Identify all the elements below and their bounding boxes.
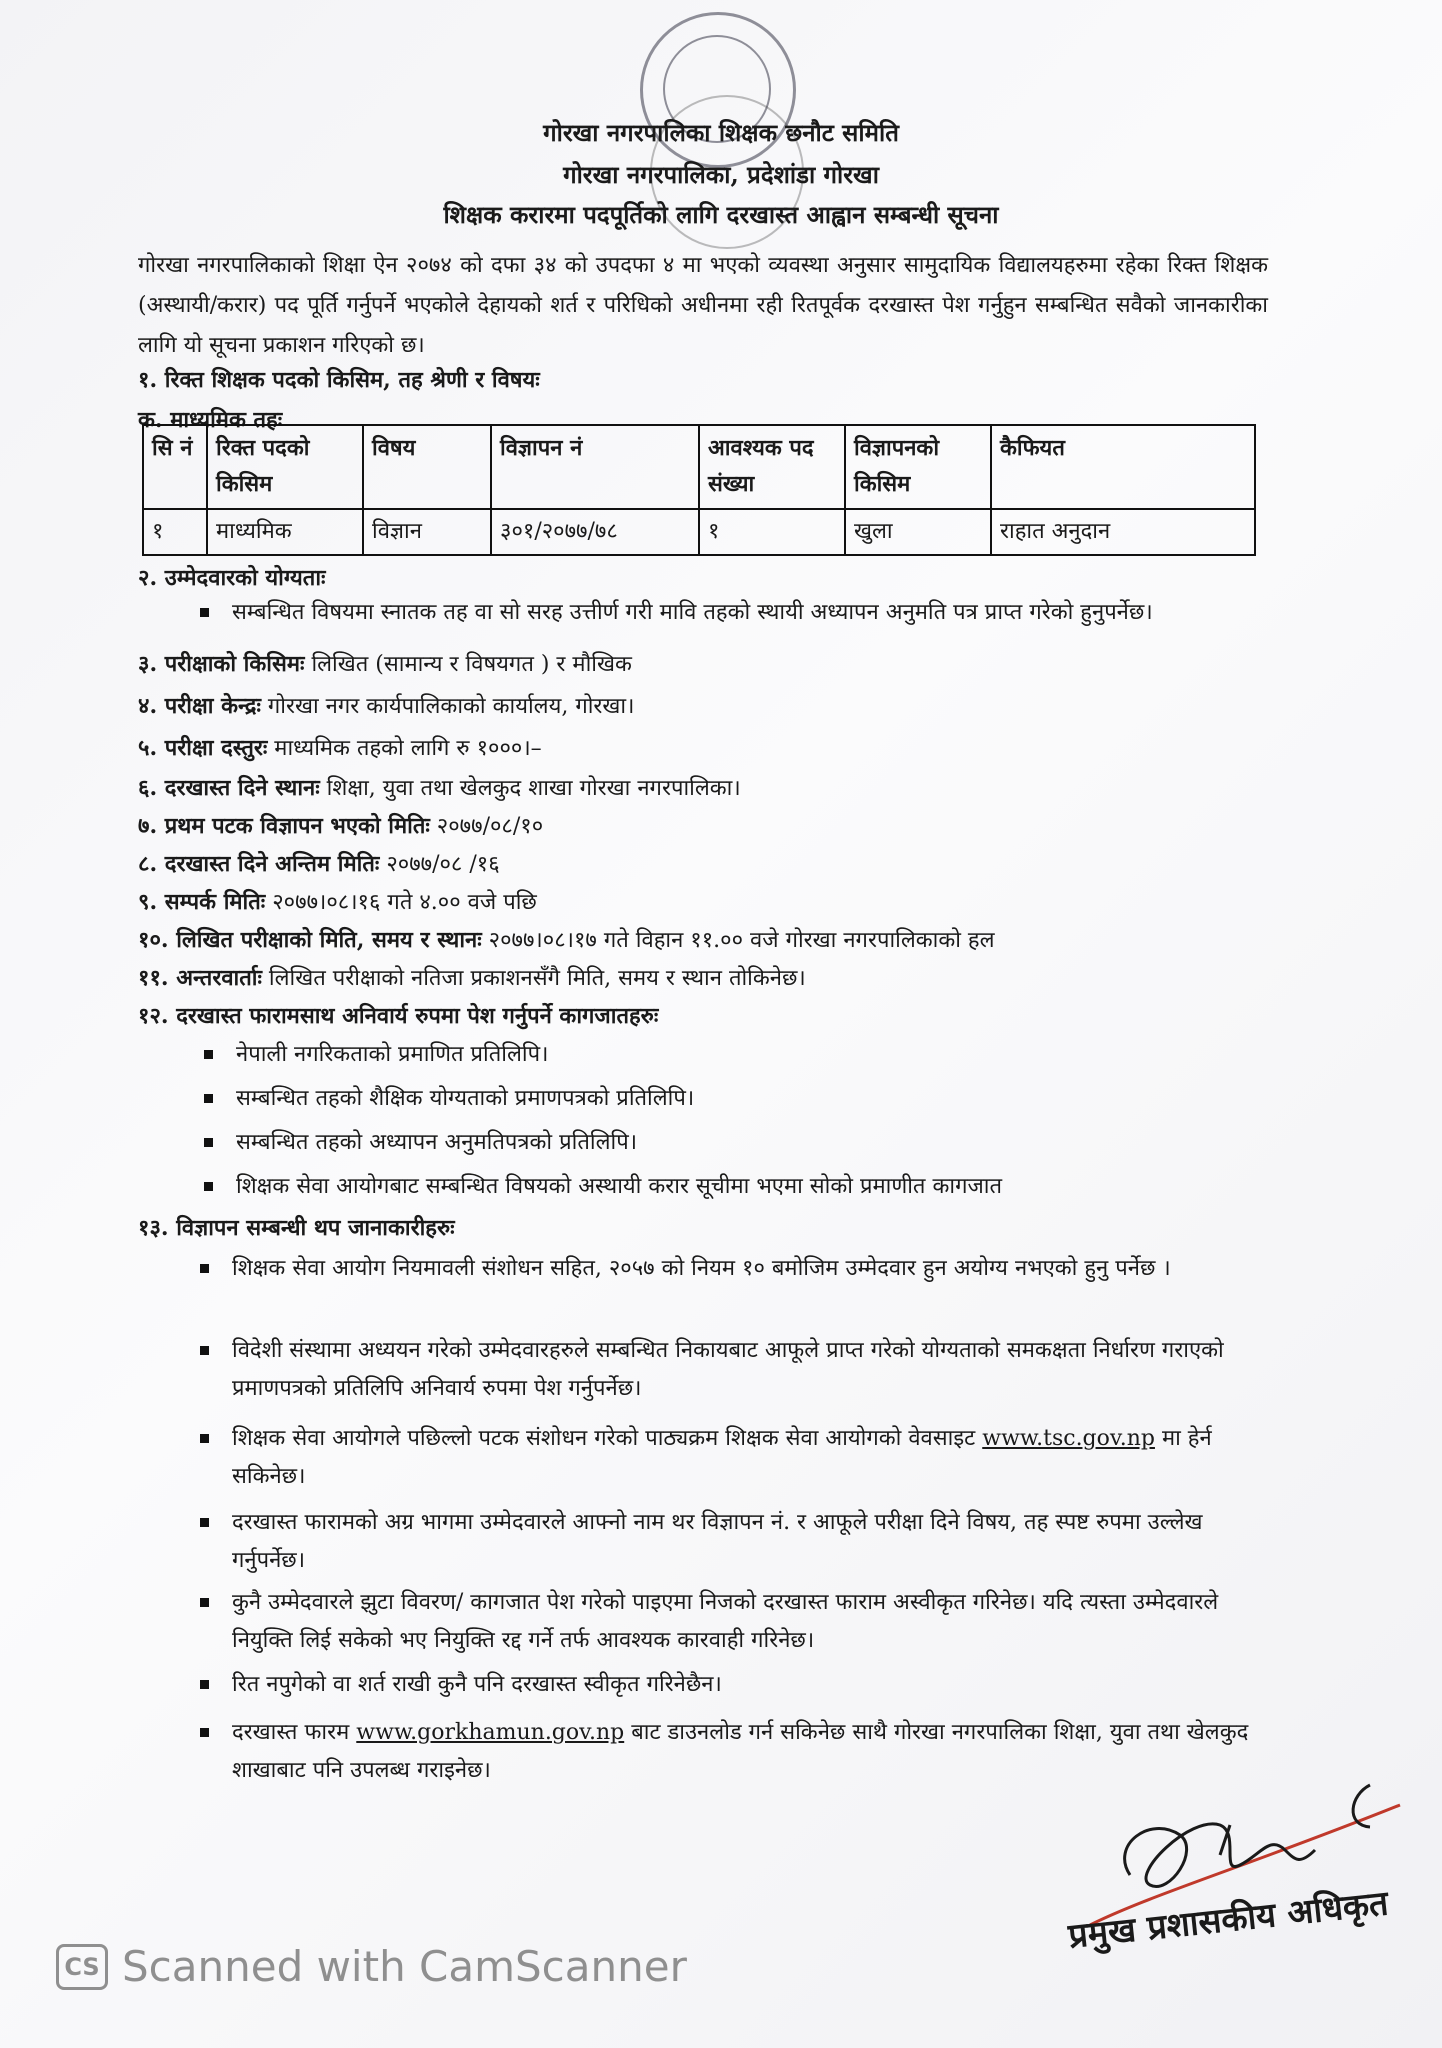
table-header-row [143,425,1255,509]
bullet-icon [200,1680,209,1689]
qualification-item: सम्बन्धित विषयमा स्नातक तह वा सो सरह उत्तीर्ण गरी मावि तहको स्थायी अध्यापन अनुमति पत्र प्राप्त गरेको हुनुपर्नेछ। [232,594,1272,632]
vacancy-table [142,424,1256,556]
col-sn: सि नं [143,425,207,509]
cell-ad-type: खुला [845,509,991,555]
col-ad-no: विज्ञापन नं [491,425,699,509]
cell-post-count: १ [699,509,845,555]
cell-ad-no: ३०१/२०७७/७८ [491,509,699,555]
list-item: कुनै उम्मेदवारले झुटा विवरण/ कागजात पेश गरेको पाइएमा निजको दरखास्त फाराम अस्वीकृत गरिनेछ। यदि त्यस्ता उम्मेदवारले नियुक्ति लिई सकेको भए नियुक्ति रद्द गर्ने तर्फ आवश्यक कारवाही गरिनेछ। [232,1584,1262,1660]
bullet-icon [200,1518,209,1527]
bullet-icon [204,1182,213,1191]
section-1-subtitle: क. माध्यमिक तहः [138,407,283,433]
list-item: दरखास्त फारम www.gorkhamun.gov.np बाट डाउनलोड गर्न सकिनेछ साथै गोरखा नगरपालिका शिक्षा, युवा तथा खेलकुद शाखाबाट पनि उपलब्ध गराइनेछ। [232,1714,1262,1790]
camscanner-logo-icon: CS [56,1944,108,1990]
header-committee: गोरखा नगरपालिका शिक्षक छनौट समिति [543,118,899,147]
table-row [143,509,1255,555]
col-post-type: रिक्त पदको किसिम [207,425,363,509]
exam-fee: ५. परीक्षा दस्तुरः माध्यमिक तहको लागि रु १०००।– [138,735,542,761]
bullet-icon [204,1050,213,1059]
list-item: सम्बन्धित तहको अध्यापन अनुमतिपत्रको प्रतिलिपि। [236,1124,1266,1162]
list-item: विदेशी संस्थामा अध्ययन गरेको उम्मेदवारहरुले सम्बन्धित निकायबाट आफूले प्राप्त गरेको योग्यताको समकक्षता निर्धारण गराएको प्रमाणपत्रको प्रतिलिपि अनिवार्य रुपमा पेश गर्नुपर्नेछ। [232,1332,1262,1408]
col-ad-type: विज्ञापनको किसिम [845,425,991,509]
contact-date: ९. सम्पर्क मितिः २०७७।०८।१६ गते ४.०० वजे पछि [138,889,537,915]
section-1-title: १. रिक्त शिक्षक पदको किसिम, तह श्रेणी र विषयः [138,367,540,393]
bullet-icon [200,1264,209,1273]
header-municipality: गोरखा नगरपालिका, प्रदेशांडा गोरखा [563,160,879,189]
signatory-title: प्रमुख प्रशासकीय अधिकृत [1066,1883,1391,1957]
municipality-website-link[interactable]: www.gorkhamun.gov.np [356,1720,625,1745]
first-ad-date: ७. प्रथम पटक विज्ञापन भएको मितिः २०७७/०८/१० [138,813,544,839]
bullet-icon [200,1434,209,1443]
interview-info: ११. अन्तरवार्ताः लिखित परीक्षाको नतिजा प्रकाशनसँगै मिति, समय र स्थान तोकिनेछ। [138,965,806,991]
list-item: रित नपुगेको वा शर्त राखी कुनै पनि दरखास्त स्वीकृत गरिनेछैन। [232,1666,1262,1704]
bullet-icon [200,1598,209,1607]
application-place: ६. दरखास्त दिने स्थानः शिक्षा, युवा तथा खेलकुद शाखा गोरखा नगरपालिका। [138,775,741,801]
bullet-icon [204,1094,213,1103]
exam-type: ३. परीक्षाको किसिमः लिखित (सामान्य र विषयगत ) र मौखिक [138,651,632,677]
col-remarks: कैफियत [991,425,1255,509]
col-post-count: आवश्यक पद संख्या [699,425,845,509]
list-item: शिक्षक सेवा आयोग नियमावली संशोधन सहित, २०५७ को नियम १० बमोजिम उम्मेदवार हुन अयोग्य नभएको हुनु पर्नेछ । [232,1250,1262,1288]
list-item: सम्बन्धित तहको शैक्षिक योग्यताको प्रमाणपत्रको प्रतिलिपि। [236,1080,1266,1118]
list-item: शिक्षक सेवा आयोगबाट सम्बन्धित विषयको अस्थायी करार सूचीमा भएमा सोको प्रमाणीत कागजात [236,1168,1266,1206]
section-2-title: २. उम्मेदवारको योग्यताः [138,565,326,591]
bullet-icon [204,1138,213,1147]
cell-subject: विज्ञान [363,509,491,555]
bullet-icon [200,1728,209,1737]
exam-center: ४. परीक्षा केन्द्रः गोरखा नगर कार्यपालिकाको कार्यालय, गोरखा। [138,693,635,719]
intro-paragraph: गोरखा नगरपालिकाको शिक्षा ऐन २०७४ को दफा ३४ को उपदफा ४ मा भएको व्यवस्था अनुसार सामुदायिक विद्यालयहरुमा रहेका रिक्त शिक्षक (अस्थायी/करार) पद पूर्ति गर्नुपर्ने भएकोले देहायको शर्त र परिधिको अधीनमा रही रितपूर्वक दरखास्त पेश गर्नुहुन सम्बन्धित सवैको जानकारीका लागि यो सूचना प्रकाशन गरिएको छ। [138,253,1268,358]
last-application-date: ८. दरखास्त दिने अन्तिम मितिः २०७७/०८ /१६ [138,851,500,877]
cell-post-type: माध्यमिक [207,509,363,555]
col-subject: विषय [363,425,491,509]
cell-remarks: राहात अनुदान [991,509,1255,555]
list-item: नेपाली नगरिकताको प्रमाणित प्रतिलिपि। [236,1036,1266,1074]
bullet-icon [200,608,209,617]
section-12-title: १२. दरखास्त फारामसाथ अनिवार्य रुपमा पेश गर्नुपर्ने कागजातहरुः [138,1003,659,1029]
list-item: दरखास्त फारामको अग्र भागमा उम्मेदवारले आफ्नो नाम थर विज्ञापन नं. र आफूले परीक्षा दिने विषय, तह स्पष्ट रुपमा उल्लेख गर्नुपर्नेछ। [232,1504,1262,1580]
section-13-title: १३. विज्ञापन सम्बन्धी थप जानाकारीहरुः [138,1215,455,1241]
camscanner-watermark [56,1942,687,1991]
bullet-icon [200,1346,209,1355]
cell-sn: १ [143,509,207,555]
written-exam-schedule: १०. लिखित परीक्षाको मिति, समय र स्थानः २०७७।०८।१७ गते विहान ११.०० वजे गोरखा नगरपालिकाको हल [138,927,995,953]
tsc-website-link[interactable]: www.tsc.gov.np [982,1426,1155,1451]
watermark-text: Scanned with CamScanner [122,1942,687,1991]
notice-title: शिक्षक करारमा पदपूर्तिको लागि दरखास्त आह्वान सम्बन्धी सूचना [443,200,999,229]
list-item: शिक्षक सेवा आयोगले पछिल्लो पटक संशोधन गरेको पाठ्यक्रम शिक्षक सेवा आयोगको वेवसाइट www.tsc.gov.np मा हेर्न सकिनेछ। [232,1420,1262,1496]
